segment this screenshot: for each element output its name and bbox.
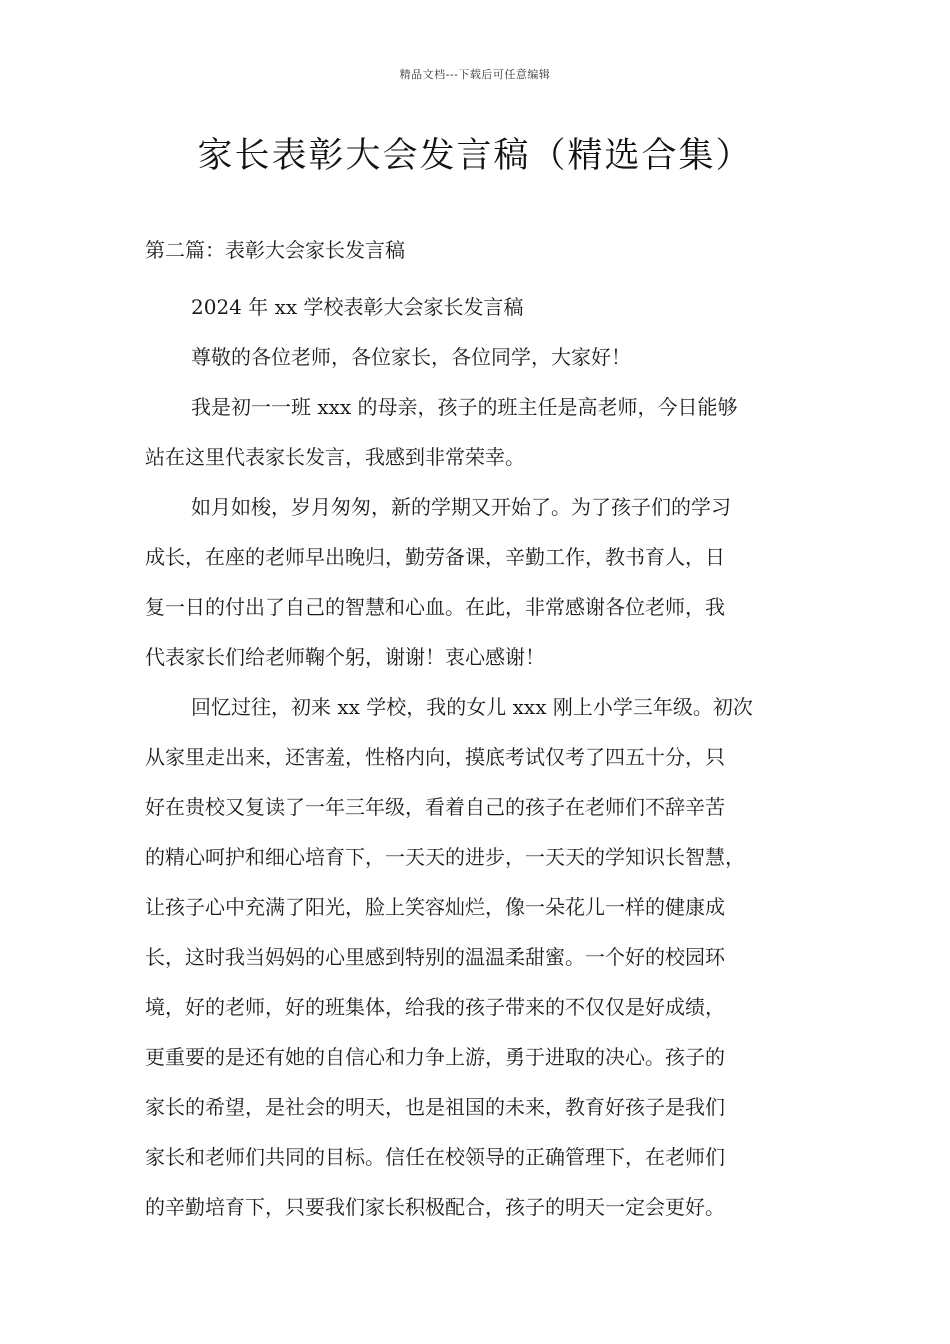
paragraph-line: 长，这时我当妈妈的心里感到特别的温温柔甜蜜。一个好的校园环 [145, 945, 725, 969]
paragraph-line: 成长，在座的老师早出晚归，勤劳备课，辛勤工作，教书育人，日 [145, 545, 725, 569]
paragraph-line: 的精心呵护和细心培育下，一天天的进步，一天天的学知识长智慧， [145, 845, 745, 869]
paragraph [145, 282, 825, 332]
paragraph-line: 境，好的老师，好的班集体，给我的孩子带来的不仅仅是好成绩， [145, 995, 725, 1019]
paragraph-line: 站在这里代表家长发言，我感到非常荣幸。 [145, 445, 525, 469]
paragraph [145, 482, 825, 682]
document-body [145, 232, 825, 1232]
paragraph-line: 从家里走出来，还害羞，性格内向，摸底考试仅考了四五十分，只 [145, 745, 725, 769]
paragraph-line: 如月如梭，岁月匆匆，新的学期又开始了。为了孩子们的学习 [191, 495, 731, 519]
paragraph-line: 代表家长们给老师鞠个躬，谢谢！衷心感谢！ [145, 645, 545, 669]
paragraph [145, 682, 825, 1232]
paragraph-line: 更重要的是还有她的自信心和力争上游，勇于进取的决心。孩子的 [145, 1045, 725, 1069]
paragraph-line: 好在贵校又复读了一年三年级，看着自己的孩子在老师们不辞辛苦 [145, 795, 725, 819]
paragraph-line: 回忆过往，初来 xx 学校，我的女儿 xxx 刚上小学三年级。初次 [191, 695, 753, 719]
section-heading: 第二篇：表彰大会家长发言稿 [145, 238, 405, 262]
paragraph-line: 我是初一一班 xxx 的母亲，孩子的班主任是高老师，今日能够 [191, 395, 738, 419]
paragraph [145, 332, 825, 382]
paragraph-line: 2024 年 xx 学校表彰大会家长发言稿 [191, 295, 524, 319]
paragraph-line: 的辛勤培育下，只要我们家长积极配合，孩子的明天一定会更好。 [145, 1195, 725, 1219]
paragraph-line: 尊敬的各位老师，各位家长，各位同学，大家好！ [191, 345, 631, 369]
paragraph [145, 382, 825, 482]
header-note: 精品文档---下载后可任意编辑 [399, 68, 551, 81]
paragraph-line: 让孩子心中充满了阳光，脸上笑容灿烂，像一朵花儿一样的健康成 [145, 895, 725, 919]
document-title: 家长表彰大会发言稿（精选合集） [197, 136, 753, 176]
paragraph-line: 复一日的付出了自己的智慧和心血。在此，非常感谢各位老师，我 [145, 595, 725, 619]
paragraph-line: 家长和老师们共同的目标。信任在校领导的正确管理下，在老师们 [145, 1145, 725, 1169]
paragraph-line: 家长的希望，是社会的明天，也是祖国的未来，教育好孩子是我们 [145, 1095, 725, 1119]
